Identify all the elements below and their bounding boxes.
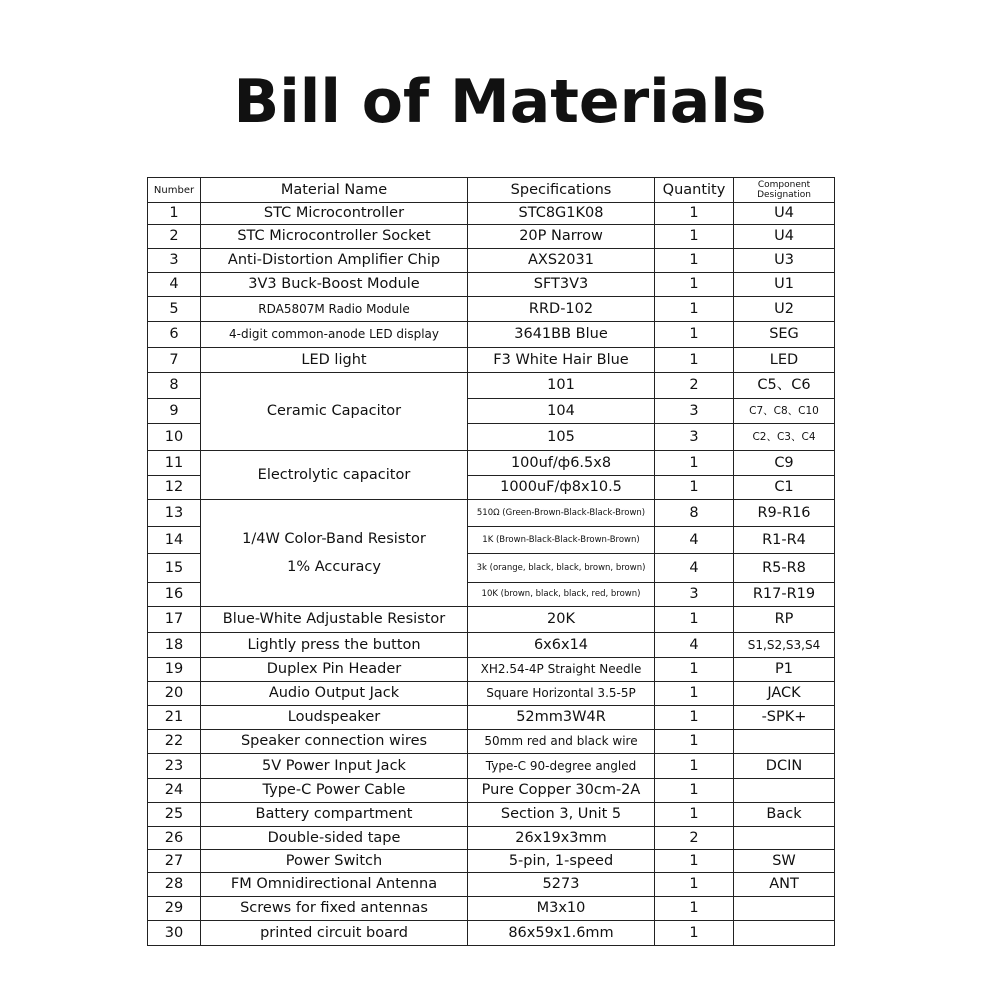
table-row <box>148 203 835 225</box>
table-row <box>148 850 835 873</box>
specification: 1K (Brown-Black-Black-Brown-Brown) <box>468 527 655 554</box>
material-name-line-2: 1% Accuracy <box>287 559 381 575</box>
row-number: 27 <box>148 850 201 873</box>
material-name: Anti-Distortion Amplifier Chip <box>201 249 468 273</box>
designation: R5-R8 <box>734 554 835 583</box>
specification: 3k (orange, black, black, brown, brown) <box>468 554 655 583</box>
quantity: 2 <box>655 827 734 850</box>
material-name: 1/4W Color-Band Resistor <box>242 531 426 547</box>
quantity: 3 <box>655 424 734 451</box>
specification: F3 White Hair Blue <box>468 348 655 373</box>
material-name: Speaker connection wires <box>201 730 468 754</box>
designation <box>734 921 835 946</box>
bom-table <box>147 177 835 946</box>
designation <box>734 779 835 803</box>
row-number: 8 <box>148 373 201 399</box>
table-row <box>148 225 835 249</box>
designation: R1-R4 <box>734 527 835 554</box>
designation: C5、C6 <box>734 373 835 399</box>
designation: SEG <box>734 322 835 348</box>
quantity: 1 <box>655 803 734 827</box>
specification: Square Horizontal 3.5-5P <box>468 682 655 706</box>
table-row <box>148 921 835 946</box>
material-name: Screws for fixed antennas <box>201 897 468 921</box>
specification: 510Ω (Green-Brown-Black-Black-Brown) <box>468 500 655 527</box>
specification: M3x10 <box>468 897 655 921</box>
designation: U2 <box>734 297 835 322</box>
material-name: STC Microcontroller <box>201 203 468 225</box>
material-name: Blue-White Adjustable Resistor <box>201 607 468 633</box>
row-number: 30 <box>148 921 201 946</box>
specification: Type-C 90-degree angled <box>468 754 655 779</box>
designation: C1 <box>734 476 835 500</box>
designation: C7、C8、C10 <box>734 399 835 424</box>
designation: Back <box>734 803 835 827</box>
designation: JACK <box>734 682 835 706</box>
specification: 52mm3W4R <box>468 706 655 730</box>
quantity: 1 <box>655 779 734 803</box>
specification: RRD-102 <box>468 297 655 322</box>
designation: SW <box>734 850 835 873</box>
row-number: 22 <box>148 730 201 754</box>
material-name: 3V3 Buck-Boost Module <box>201 273 468 297</box>
designation: ANT <box>734 873 835 897</box>
row-number: 21 <box>148 706 201 730</box>
quantity: 1 <box>655 873 734 897</box>
row-number: 3 <box>148 249 201 273</box>
material-name: RDA5807M Radio Module <box>201 297 468 322</box>
header-quantity: Quantity <box>655 178 734 203</box>
specification: 104 <box>468 399 655 424</box>
quantity: 2 <box>655 373 734 399</box>
specification: STC8G1K08 <box>468 203 655 225</box>
quantity: 1 <box>655 297 734 322</box>
quantity: 1 <box>655 682 734 706</box>
specification: Pure Copper 30cm-2A <box>468 779 655 803</box>
table-row <box>148 658 835 682</box>
specification: Section 3, Unit 5 <box>468 803 655 827</box>
quantity: 3 <box>655 583 734 607</box>
row-number: 4 <box>148 273 201 297</box>
specification: 20K <box>468 607 655 633</box>
table-row <box>148 249 835 273</box>
table-row <box>148 348 835 373</box>
quantity: 1 <box>655 273 734 297</box>
header-specifications: Specifications <box>468 178 655 203</box>
row-number: 11 <box>148 451 201 476</box>
material-name: 4-digit common-anode LED display <box>201 322 468 348</box>
row-number: 29 <box>148 897 201 921</box>
designation <box>734 730 835 754</box>
row-number: 13 <box>148 500 201 527</box>
table-row <box>148 500 835 527</box>
row-number: 12 <box>148 476 201 500</box>
quantity: 4 <box>655 527 734 554</box>
quantity: 1 <box>655 658 734 682</box>
row-number: 16 <box>148 583 201 607</box>
row-number: 14 <box>148 527 201 554</box>
quantity: 1 <box>655 754 734 779</box>
table-row <box>148 633 835 658</box>
material-name: Battery compartment <box>201 803 468 827</box>
row-number: 7 <box>148 348 201 373</box>
row-number: 5 <box>148 297 201 322</box>
specification: 6x6x14 <box>468 633 655 658</box>
table-row <box>148 322 835 348</box>
specification: 10K (brown, black, black, red, brown) <box>468 583 655 607</box>
material-name: Lightly press the button <box>201 633 468 658</box>
designation: U1 <box>734 273 835 297</box>
table-row <box>148 897 835 921</box>
row-number: 26 <box>148 827 201 850</box>
page-title: Bill of Materials <box>233 67 767 137</box>
designation: C9 <box>734 451 835 476</box>
quantity: 1 <box>655 476 734 500</box>
specification: SFT3V3 <box>468 273 655 297</box>
material-name: LED light <box>201 348 468 373</box>
table-row <box>148 607 835 633</box>
designation: P1 <box>734 658 835 682</box>
material-name: Double-sided tape <box>201 827 468 850</box>
specification: XH2.54-4P Straight Needle <box>468 658 655 682</box>
material-name: Electrolytic capacitor <box>201 451 468 500</box>
row-number: 2 <box>148 225 201 249</box>
table-row <box>148 373 835 399</box>
row-number: 23 <box>148 754 201 779</box>
quantity: 1 <box>655 451 734 476</box>
row-number: 9 <box>148 399 201 424</box>
designation <box>734 827 835 850</box>
table-row <box>148 730 835 754</box>
material-name: Audio Output Jack <box>201 682 468 706</box>
bom-table-body <box>148 178 835 946</box>
specification: 1000uF/ф8x10.5 <box>468 476 655 500</box>
quantity: 1 <box>655 730 734 754</box>
table-row <box>148 297 835 322</box>
quantity: 1 <box>655 348 734 373</box>
quantity: 4 <box>655 554 734 583</box>
designation: R9-R16 <box>734 500 835 527</box>
row-number: 19 <box>148 658 201 682</box>
designation: LED <box>734 348 835 373</box>
designation: U4 <box>734 225 835 249</box>
row-number: 20 <box>148 682 201 706</box>
designation: RP <box>734 607 835 633</box>
table-row <box>148 754 835 779</box>
quantity: 1 <box>655 897 734 921</box>
specification: 5-pin, 1-speed <box>468 850 655 873</box>
designation: U3 <box>734 249 835 273</box>
material-name: FM Omnidirectional Antenna <box>201 873 468 897</box>
specification: 86x59x1.6mm <box>468 921 655 946</box>
material-name-group <box>201 500 468 607</box>
header-designation: Component Designation <box>734 178 835 203</box>
specification: 105 <box>468 424 655 451</box>
material-name: Loudspeaker <box>201 706 468 730</box>
row-number: 10 <box>148 424 201 451</box>
quantity: 4 <box>655 633 734 658</box>
row-number: 15 <box>148 554 201 583</box>
quantity: 8 <box>655 500 734 527</box>
material-name: Duplex Pin Header <box>201 658 468 682</box>
row-number: 28 <box>148 873 201 897</box>
table-row <box>148 706 835 730</box>
quantity: 1 <box>655 225 734 249</box>
row-number: 18 <box>148 633 201 658</box>
material-name: STC Microcontroller Socket <box>201 225 468 249</box>
specification: 5273 <box>468 873 655 897</box>
quantity: 3 <box>655 399 734 424</box>
designation: S1,S2,S3,S4 <box>734 633 835 658</box>
table-row <box>148 827 835 850</box>
material-name: 5V Power Input Jack <box>201 754 468 779</box>
table-header-row <box>148 178 835 203</box>
designation: R17-R19 <box>734 583 835 607</box>
header-number: Number <box>148 178 201 203</box>
table-row <box>148 451 835 476</box>
designation: U4 <box>734 203 835 225</box>
quantity: 1 <box>655 850 734 873</box>
table-row <box>148 779 835 803</box>
quantity: 1 <box>655 203 734 225</box>
specification: 20P Narrow <box>468 225 655 249</box>
table-row <box>148 803 835 827</box>
specification: 3641BB Blue <box>468 322 655 348</box>
designation: C2、C3、C4 <box>734 424 835 451</box>
specification: 50mm red and black wire <box>468 730 655 754</box>
material-name: printed circuit board <box>201 921 468 946</box>
designation: -SPK+ <box>734 706 835 730</box>
quantity: 1 <box>655 921 734 946</box>
specification: 100uf/ф6.5x8 <box>468 451 655 476</box>
material-name: Ceramic Capacitor <box>201 373 468 451</box>
header-material-name: Material Name <box>201 178 468 203</box>
table-row <box>148 273 835 297</box>
quantity: 1 <box>655 249 734 273</box>
specification: 26x19x3mm <box>468 827 655 850</box>
row-number: 6 <box>148 322 201 348</box>
quantity: 1 <box>655 322 734 348</box>
quantity: 1 <box>655 706 734 730</box>
material-name: Power Switch <box>201 850 468 873</box>
row-number: 17 <box>148 607 201 633</box>
row-number: 1 <box>148 203 201 225</box>
specification: AXS2031 <box>468 249 655 273</box>
designation <box>734 897 835 921</box>
designation: DCIN <box>734 754 835 779</box>
quantity: 1 <box>655 607 734 633</box>
row-number: 24 <box>148 779 201 803</box>
table-row <box>148 873 835 897</box>
specification: 101 <box>468 373 655 399</box>
row-number: 25 <box>148 803 201 827</box>
table-row <box>148 682 835 706</box>
material-name: Type-C Power Cable <box>201 779 468 803</box>
